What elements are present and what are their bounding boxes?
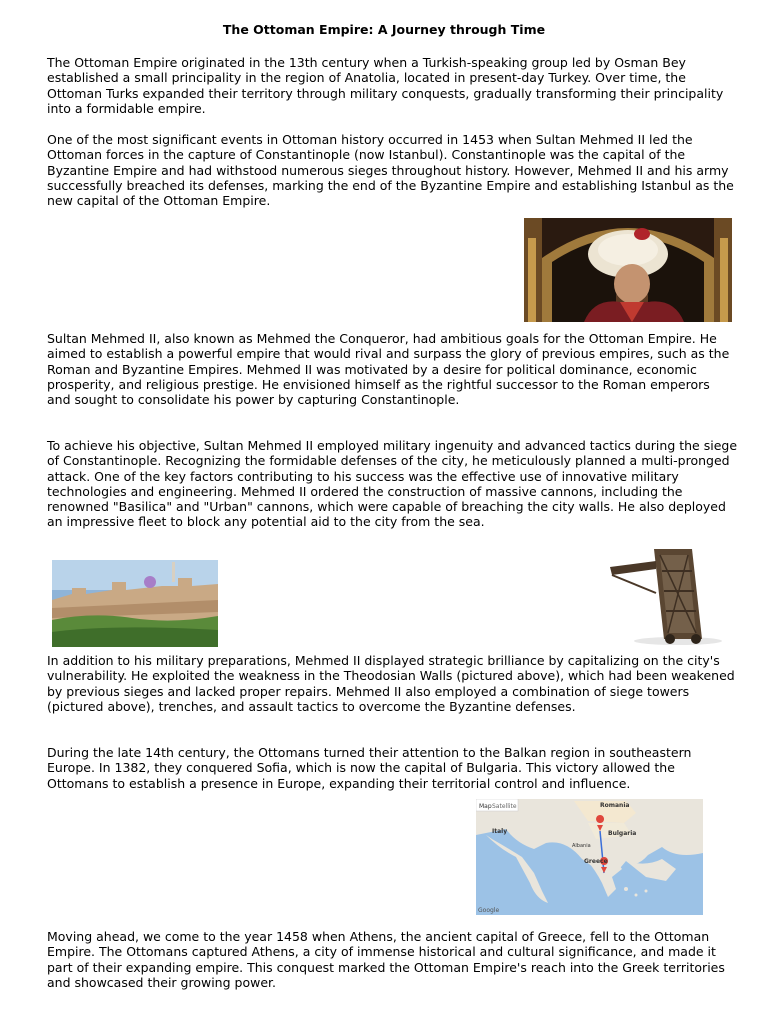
siege-tower-image — [596, 545, 731, 647]
document-title: The Ottoman Empire: A Journey through Time — [222, 22, 546, 37]
paragraph-balkans: During the late 14th century, the Ottomans turned their attention to the Balkan region in southeastern Europe. In 1382, they conquered Sofia, which is now the capital of Bulgaria. This victory allowed the Ottomans to establish a presence in Europe, expanding their territorial control and influence. — [47, 745, 692, 791]
paragraph-ambitions: Sultan Mehmed II, also known as Mehmed the Conqueror, had ambitious goals for the Ottoman Empire. He aimed to establish a powerful empire that would rival and surpass the glory of previous empires, such as the Roman and Byzantine Empires. Mehmed II was motivated by a desire for political dominance, economic prosperity, and religious prestige. He envisioned himself as the rightful successor to the Roman emperors and sought to consolidate his power by capturing Constantinople. — [47, 331, 730, 408]
paragraph-tactics: To achieve his objective, Sultan Mehmed II employed military ingenuity and advanced tactics during the siege of Constantinople. Recognizing the formidable defenses of the city, he meticulously planned a multi-pronged attack. One of the key factors contributing to his success was the effective use of innovative military technologies and engineering. Mehmed II ordered the construction of massive cannons, including the renowned "Basilica" and "Urban" cannons, which were capable of breaching the city walls. He also deployed an impressive fleet to block any potential aid to the city from the sea. — [47, 438, 738, 530]
google-logo: Google — [478, 907, 500, 914]
theodosian-walls-image — [52, 560, 218, 647]
map-tab-label: Map — [479, 803, 492, 810]
paragraph-constantinople: One of the most significant events in Ottoman history occurred in 1453 when Sultan Mehmed II led the Ottoman forces in the capture of Constantinople (now Istanbul). Constantinople was the capital of the Byzantine Empire and had withstood numerous sieges throughout history. However, Mehmed II and his army successfully breached its defenses, marking the end of the Byzantine Empire and establishing Istanbul as the new capital of the Ottoman Empire. — [47, 132, 734, 209]
map-label-greece: Greece — [584, 858, 608, 865]
map-label-albania: Albania — [572, 843, 591, 849]
balkans-map-image — [476, 799, 703, 915]
paragraph-strategy: In addition to his military preparations, Mehmed II displayed strategic brilliance by capitalizing on the city's vulnerability. He exploited the weakness in the Theodosian Walls (pictured above), which had been weakened by previous sieges and lacked proper repairs. Mehmed II also employed a combination of siege towers (pictured above), trenches, and assault tactics to overcome the Byzantine defenses. — [47, 653, 735, 714]
map-label-italy: Italy — [492, 828, 508, 835]
satellite-tab-label: Satellite — [492, 803, 517, 810]
mehmed-portrait-image — [524, 218, 732, 322]
map-label-bulgaria: Bulgaria — [608, 830, 637, 837]
paragraph-origins: The Ottoman Empire originated in the 13th century when a Turkish-speaking group led by Osman Bey established a small principality in the region of Anatolia, located in present-day Turkey. Over time, the Ottoman Turks expanded their territory through military conquests, gradually transforming their principality into a formidable empire. — [47, 55, 724, 116]
map-label-romania: Romania — [600, 802, 630, 809]
paragraph-athens: Moving ahead, we come to the year 1458 when Athens, the ancient capital of Greece, fell to the Ottoman Empire. The Ottomans captured Athens, a city of immense historical and cultural significance, and made it part of their expanding empire. This conquest marked the Ottoman Empire's reach into the Greek territories and showcased their growing power. — [47, 929, 725, 990]
